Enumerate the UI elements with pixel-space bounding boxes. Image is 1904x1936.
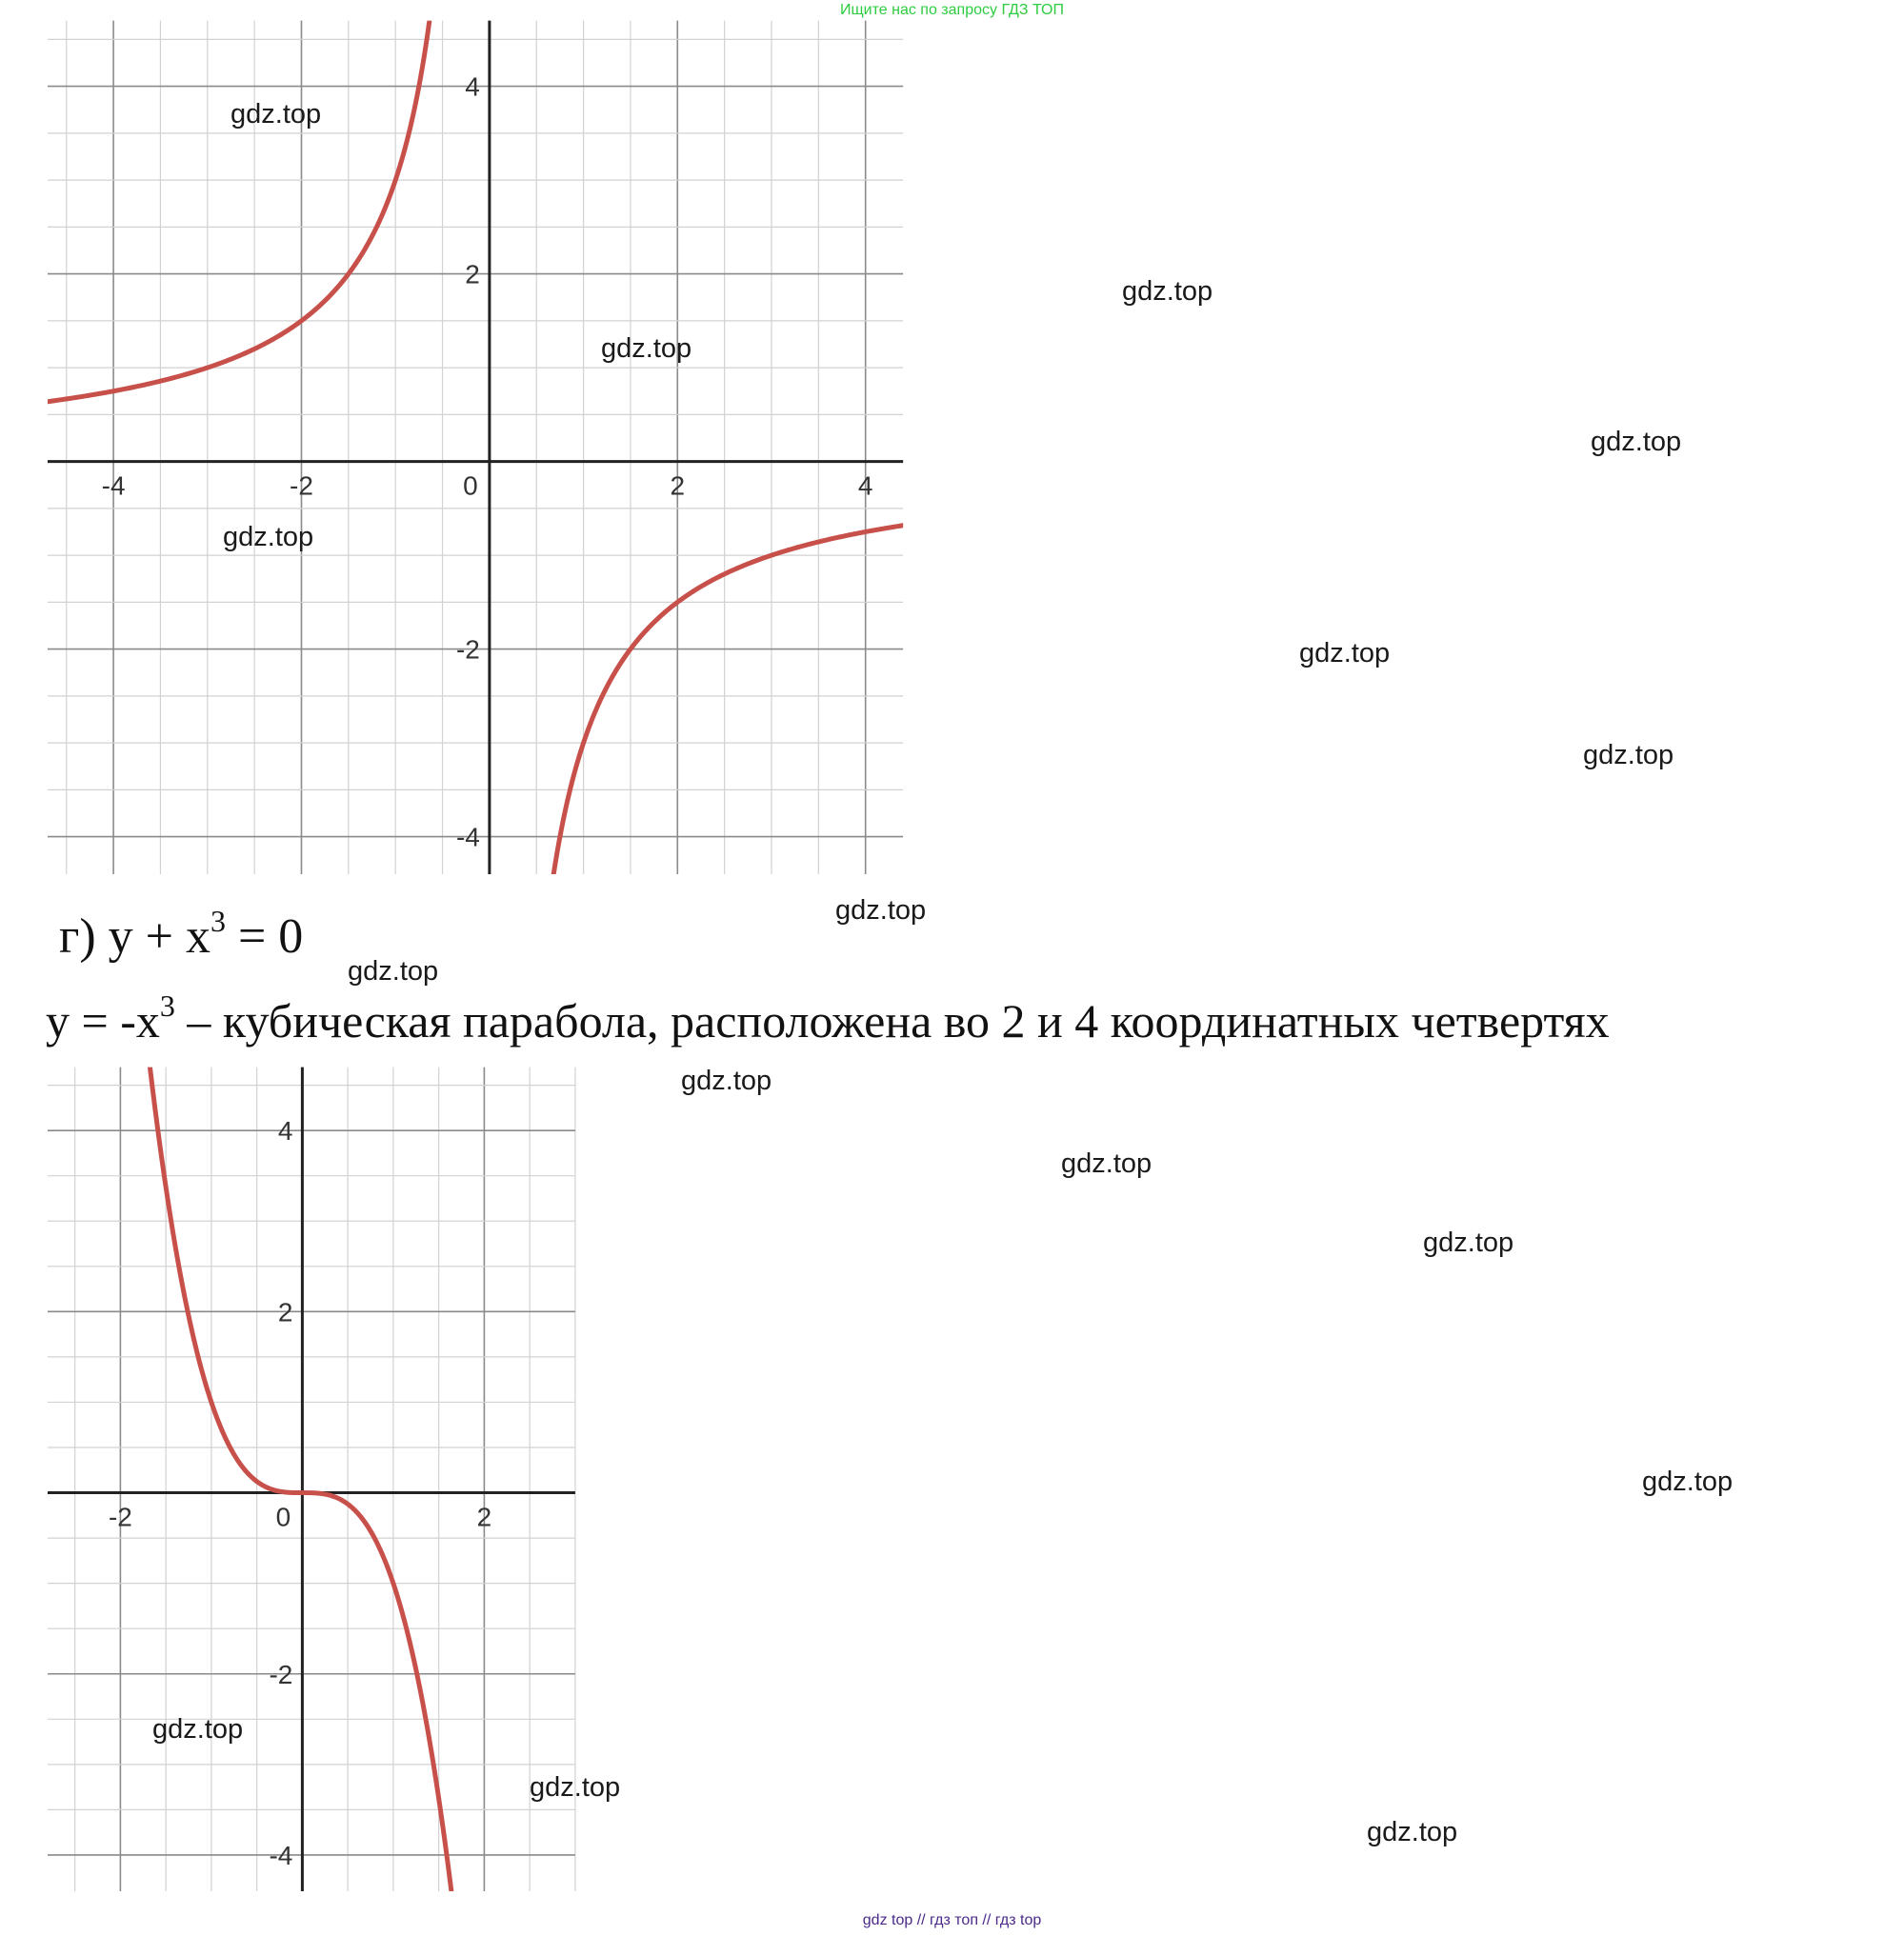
watermark: gdz.top bbox=[1591, 427, 1682, 457]
watermark: gdz.top bbox=[1122, 276, 1213, 307]
watermark: gdz.top bbox=[835, 895, 927, 926]
watermark: gdz.top bbox=[1642, 1467, 1734, 1497]
watermark: gdz.top bbox=[348, 956, 439, 987]
series-line-branch-right bbox=[550, 526, 903, 902]
equation-g-exponent: 3 bbox=[210, 904, 226, 938]
cubic-chart bbox=[0, 1067, 591, 1905]
y-tick-label: 2 bbox=[465, 259, 480, 289]
y-tick-label: -2 bbox=[269, 1659, 293, 1689]
x-tick-label: -4 bbox=[101, 470, 126, 501]
watermark: gdz.top bbox=[1299, 638, 1391, 669]
watermark: gdz.top bbox=[223, 522, 314, 552]
grid bbox=[48, 1068, 575, 1891]
watermark: gdz.top bbox=[1367, 1817, 1458, 1847]
y-tick-label: -4 bbox=[455, 822, 480, 852]
x-tick-label: 2 bbox=[476, 1502, 492, 1532]
equation-description bbox=[46, 988, 1610, 1048]
x-tick-label: 4 bbox=[857, 470, 873, 501]
grid bbox=[48, 21, 903, 874]
watermark: gdz.top bbox=[601, 333, 692, 364]
series-line-branch-left bbox=[48, 22, 430, 402]
hyperbola-chart bbox=[0, 0, 905, 886]
watermark: gdz.top bbox=[681, 1066, 772, 1096]
y-tick-label: 2 bbox=[277, 1297, 293, 1327]
x-tick-label: 0 bbox=[463, 470, 478, 501]
y-tick-label: -4 bbox=[269, 1840, 293, 1870]
header-note: Ищите нас по запросу ГДЗ ТОП bbox=[840, 2, 1064, 18]
x-tick-label: 0 bbox=[275, 1502, 291, 1532]
y-tick-label: 4 bbox=[465, 71, 480, 102]
equation-description-text: – кубическая парабола, расположена во 2 и 4 координатных четвертях bbox=[174, 994, 1610, 1048]
equation-g bbox=[59, 904, 304, 965]
watermark: gdz.top bbox=[530, 1772, 621, 1803]
watermark: gdz.top bbox=[1061, 1148, 1152, 1179]
watermark: gdz.top bbox=[152, 1714, 244, 1745]
footer-note: gdz top // гдз топ // гдз top bbox=[862, 1912, 1042, 1928]
x-tick-label: -2 bbox=[290, 470, 313, 501]
equation-description-prefix: y = -x bbox=[46, 994, 160, 1048]
watermark: gdz.top bbox=[230, 99, 322, 130]
watermark: gdz.top bbox=[1423, 1227, 1514, 1258]
y-tick-label: 4 bbox=[277, 1116, 293, 1147]
equation-g-label: г) y + x bbox=[59, 909, 210, 964]
y-tick-label: -2 bbox=[455, 634, 480, 665]
equation-description-exponent: 3 bbox=[159, 988, 175, 1023]
equation-g-rest: = 0 bbox=[225, 909, 304, 964]
x-tick-label: -2 bbox=[108, 1502, 132, 1532]
x-tick-label: 2 bbox=[670, 470, 686, 501]
watermark: gdz.top bbox=[1583, 740, 1674, 770]
